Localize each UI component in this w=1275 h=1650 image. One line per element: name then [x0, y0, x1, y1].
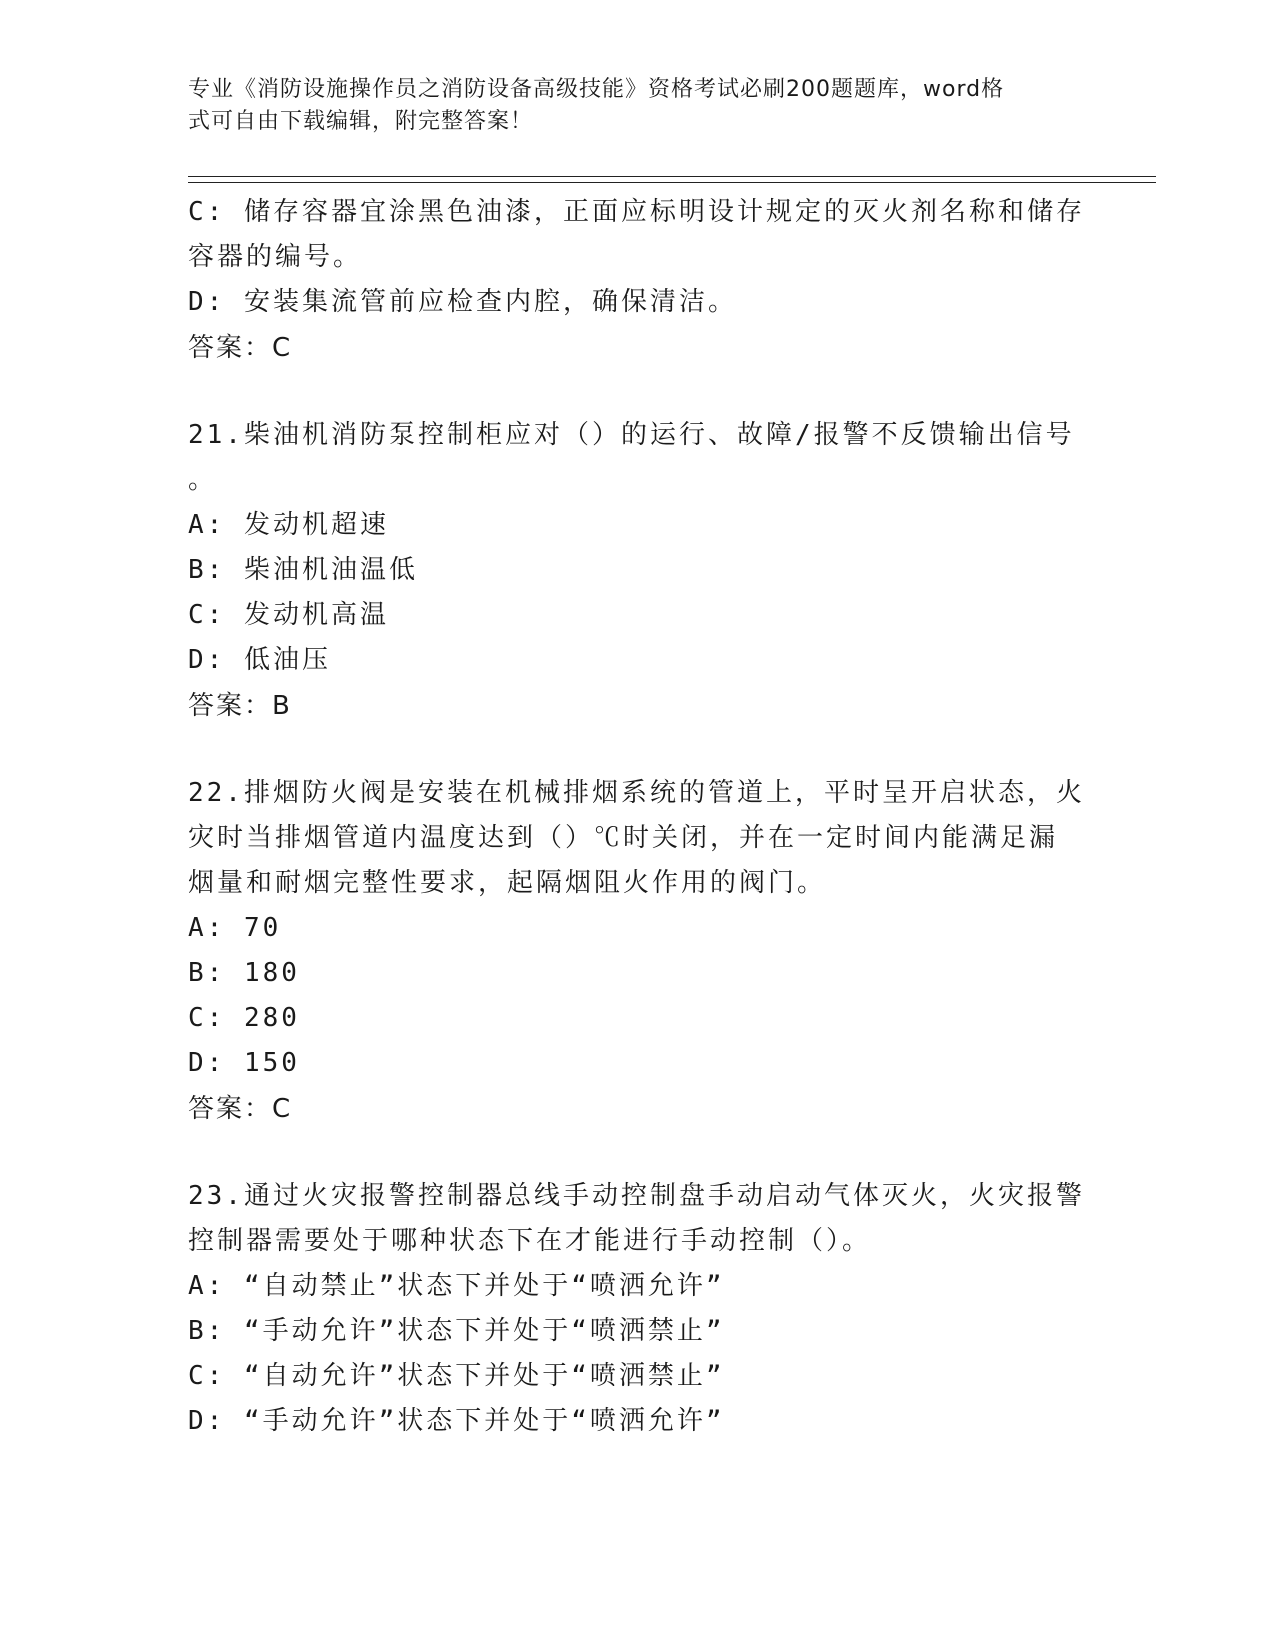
header-line-2: 式可自由下载编辑，附完整答案！ [188, 109, 534, 134]
option-b: B: 180 [188, 958, 300, 988]
question-text-line-3: 烟量和耐烟完整性要求，起隔烟阻火作用的阀门。 [188, 868, 827, 898]
question-text-line-1: 23.通过火灾报警控制器总线手动控制盘手动启动气体灭火，火灾报警 [188, 1181, 1085, 1211]
option-d: D: 150 [188, 1048, 300, 1078]
question-text-line-2: 灾时当排烟管道内温度达到（）℃时关闭，并在一定时间内能满足漏 [188, 823, 1059, 853]
spacer [188, 371, 1088, 413]
question-23 [188, 1174, 1088, 1444]
option-d: D: “手动允许”状态下并处于“喷洒允许” [188, 1406, 725, 1436]
option-a: A: 发动机超速 [188, 510, 389, 540]
question-text-line-2: 控制器需要处于哪种状态下在才能进行手动控制（）。 [188, 1226, 872, 1256]
option-c: C: 280 [188, 1003, 300, 1033]
spacer [188, 729, 1088, 771]
question-text-line-2: 。 [188, 465, 218, 495]
header-line-1: 专业《消防设施操作员之消防设备高级技能》资格考试必刷200题题库，word格 [188, 77, 1005, 102]
question-text-line-1: 22.排烟防火阀是安装在机械排烟系统的管道上，平时呈开启状态，火 [188, 778, 1085, 808]
question-content [188, 190, 1088, 1444]
question-22 [188, 771, 1088, 1132]
option-d: D: 安装集流管前应检查内腔，确保清洁。 [188, 287, 737, 317]
header-rule-bottom [188, 182, 1156, 183]
answer-line: 答案：C [188, 1094, 293, 1124]
option-c-line-1: C: 储存容器宜涂黑色油漆，正面应标明设计规定的灭火剂名称和储存 [188, 197, 1085, 227]
answer-line: 答案：B [188, 691, 292, 721]
option-c-line-2: 容器的编号。 [188, 242, 363, 272]
previous-question-tail [188, 190, 1088, 371]
question-text-line-1: 21.柴油机消防泵控制柜应对（）的运行、故障/报警不反馈输出信号 [188, 420, 1075, 450]
document-header [188, 74, 1088, 138]
header-rule-top [188, 176, 1156, 177]
question-21 [188, 413, 1088, 729]
option-a: A: 70 [188, 913, 282, 943]
option-c: C: 发动机高温 [188, 600, 389, 630]
spacer [188, 1132, 1088, 1174]
answer-line: 答案：C [188, 333, 293, 363]
option-c: C: “自动允许”状态下并处于“喷洒禁止” [188, 1361, 725, 1391]
option-a: A: “自动禁止”状态下并处于“喷洒允许” [188, 1271, 725, 1301]
option-b: B: 柴油机油温低 [188, 555, 418, 585]
option-b: B: “手动允许”状态下并处于“喷洒禁止” [188, 1316, 725, 1346]
option-d: D: 低油压 [188, 645, 331, 675]
